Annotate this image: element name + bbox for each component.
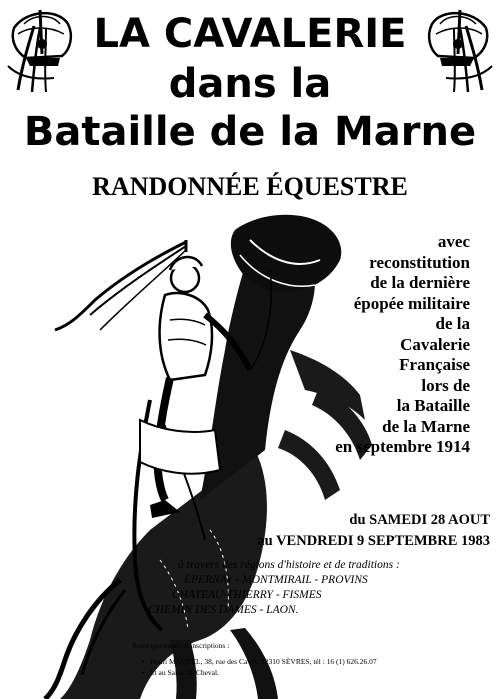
description-text [210,232,470,458]
title-line-2: dans la [168,61,332,107]
route-line-3: CHEMIN DES DAMES - LAON. [148,604,299,616]
contact-item [132,667,492,678]
description-line: lors de [421,375,470,395]
bullet-icon: • [142,657,145,666]
description-line: Cavalerie [400,334,470,354]
description-line: de la dernière [370,273,470,292]
description-line: la Bataille [396,396,470,415]
title-line-1: LA CAVALERIE [93,11,407,57]
route-intro: à travers des régions d'histoire et de traditions : [178,559,400,571]
subtitle: RANDONNÉE ÉQUESTRE [92,172,408,201]
description-line: de la [435,314,470,333]
contact-salon: Et au Salon du Cheval. [150,668,219,677]
description-line: de la Marne [382,416,470,436]
route-line-1: ÉPERNAY - MONTMIRAIL - PROVINS [184,574,368,586]
description-line: avec [437,232,470,251]
contact-heading: Renseignements et inscriptions : [132,641,230,650]
title-line-3: Bataille de la Marne [23,109,477,155]
route-line-2: CHATEAU-THIERRY - FISMES [172,589,322,601]
start-date: du SAMEDI 28 AOUT [349,512,490,528]
contact-address: Henri MAUREL, 38, rue des Caves, 92310 SÈVRES, tél : 16 (1) 626.26.07 [150,657,377,666]
description-line: épopée militaire [353,293,470,313]
description-line: en septembre 1914 [335,437,470,456]
event-dates [190,510,490,552]
description-line: Française [399,355,470,374]
contact-info [132,640,492,678]
route-info [140,558,500,618]
contact-item [132,656,492,667]
bullet-icon: • [142,668,145,677]
end-date: au VENDREDI 9 SEPTEMBRE 1983 [257,533,490,549]
description-line: reconstitution [369,252,470,272]
